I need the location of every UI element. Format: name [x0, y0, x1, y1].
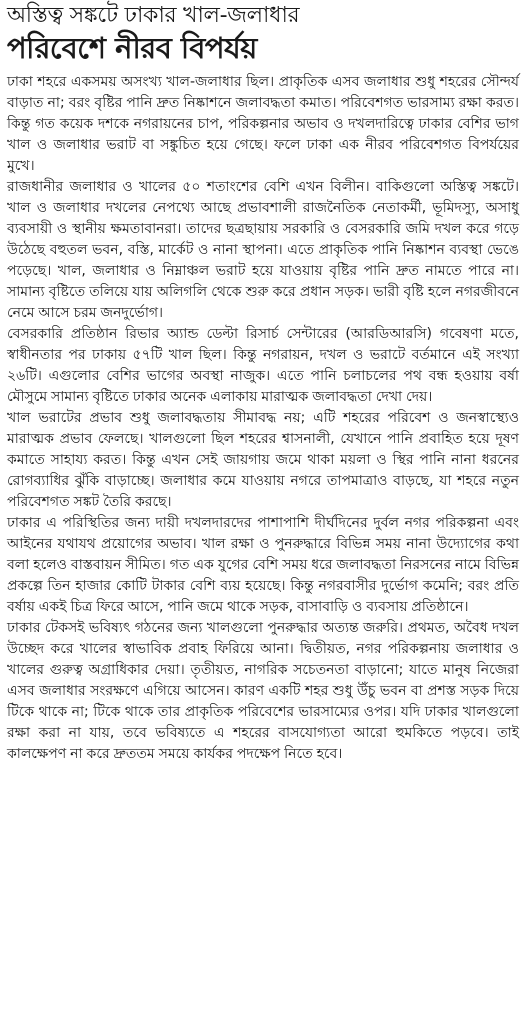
body-paragraph-2: রাজধানীর জলাধার ও খালের ৫০ শতাংশের বেশি এখন বিলীন। বাকিগুলো অস্তিত্ব সঙ্কটে। খাল ও জলাধার দখলের নেপথ্যে আছে প্রভাবশালী রাজনৈতিক নেতাকর্মী, ভূমিদস্যু, অসাধু ব্যবসায়ী ও স্থানীয় ক্ষমতাবানরা। তাদের ছত্রছায়ায় সরকারি ও বেসরকারি জমি দখল করে গড়ে উঠেছে বহুতল ভবন, বস্তি, মার্কেট ও নানা স্থাপনা। এতে প্রাকৃতিক পানি নিষ্কাশন ব্যবস্থা ভেঙে পড়েছে। খাল, জলাধার ও নিম্নাঞ্চল ভরাট হয়ে যাওয়ায় বৃষ্টির পানি দ্রুত নামতে পারে না। সামান্য বৃষ্টিতে তলিয়ে যায় অলিগলি থেকে শুরু করে প্রধান সড়ক। ভারী বৃষ্টি হলে নগরজীবনে নেমে আসে চরম জনদুর্ভোগ।	[7, 179, 519, 321]
body-paragraph-1: ঢাকা শহরে একসময় অসংখ্য খাল-জলাধার ছিল। প্রাকৃতিক এসব জলাধার শুধু শহরের সৌন্দর্য বাড়াত না; বরং বৃষ্টির পানি দ্রুত নিষ্কাশনে জলাবদ্ধতা কমাত। পরিবেশগত ভারসাম্য রক্ষা করত। কিন্তু গত কয়েক দশকে নগরায়নের চাপ, পরিকল্পনার অভাব ও দখলদারিত্বে ঢাকার বেশির ভাগ খাল ও জলাধার ভরাট বা সঙ্কুচিত হয়ে গেছে। ফলে ঢাকা এক নীরব পরিবেশগত বিপর্যয়ের মুখে।	[7, 74, 519, 174]
headline-title: পরিবেশে নীরব বিপর্যয়	[7, 31, 257, 65]
body-paragraph-5: ঢাকার এ পরিস্থিতির জন্য দায়ী দখলদারদের পাশাপাশি দীর্ঘদিনের দুর্বল নগর পরিকল্পনা এবং আইনের যথাযথ প্রয়োগের অভাব। খাল রক্ষা ও পুনরুদ্ধারে বিভিন্ন সময় নানা উদ্যোগের কথা বলা হলেও বাস্তবায়ন সীমিত। গত এক যুগের বেশি সময় ধরে জলাবদ্ধতা নিরসনের নামে বিভিন্ন প্রকল্পে তিন হাজার কোটি টাকার বেশি ব্যয় হয়েছে। কিন্তু নগরবাসীর দুর্ভোগ কমেনি; বরং প্রতি বর্ষায় একই চিত্র ফিরে আসে, পানি জমে থাকে সড়ক, বাসাবাড়ি ও ব্যবসায় প্রতিষ্ঠানে।	[7, 515, 519, 615]
body-paragraph-4: খাল ভরাটের প্রভাব শুধু জলাবদ্ধতায় সীমাবদ্ধ নয়; এটি শহরের পরিবেশ ও জনস্বাস্থ্যেও মারাত্মক প্রভাব ফেলছে। খালগুলো ছিল শহরের শ্বাসনালী, যেখানে পানি প্রবাহিত হয়ে দূষণ কমাতে সাহায্য করত। কিন্তু এখন সেই জায়গায় জমে থাকা ময়লা ও স্থির পানি নানা ধরনের রোগব্যাধির ঝুঁকি বাড়াচ্ছে। জলাধার কমে যাওয়ায় নগরে তাপমাত্রাও বাড়ছে, যা শহরে নতুন পরিবেশগত সঙ্কট তৈরি করছে।	[7, 410, 519, 510]
body-paragraph-6: ঢাকার টেকসই ভবিষ্যৎ গঠনের জন্য খালগুলো পুনরুদ্ধার অত্যন্ত জরুরি। প্রথমত, অবৈধ দখল উচ্ছেদ করে খালের স্বাভাবিক প্রবাহ ফিরিয়ে আনা। দ্বিতীয়ত, নগর পরিকল্পনায় জলাধার ও খালের গুরুত্ব অগ্রাধিকার দেয়া। তৃতীয়ত, নাগরিক সচেতনতা বাড়ানো; যাতে মানুষ নিজেরা এসব জলাধার সংরক্ষণে এগিয়ে আসেন। কারণ একটি শহর শুধু উঁচু ভবন বা প্রশস্ত সড়ক দিয়ে টিকে থাকে না; টিকে থাকে তার প্রাকৃতিক পরিবেশের ভারসাম্যের ওপর। যদি ঢাকার খালগুলো রক্ষা করা না যায়, তবে ভবিষ্যতে এ শহরের বাসযোগ্যতা আরো হুমকিতে পড়বে। তাই কালক্ষেপণ না করে দ্রুততম সময়ে কার্যকর পদক্ষেপ নিতে হবে।	[7, 620, 519, 762]
headline-kicker: অস্তিত্ব সঙ্কটে ঢাকার খাল-জলাধার	[7, 3, 300, 28]
body-paragraph-3: বেসরকারি প্রতিষ্ঠান রিভার অ্যান্ড ডেল্টা রিসার্চ সেন্টারের (আরডিআরসি) গবেষণা মতে, স্বাধীনতার পর ঢাকায় ৫৭টি খাল ছিল। কিন্তু নগরায়ন, দখল ও ভরাটে বর্তমানে এই সংখ্যা ২৬টি। এগুলোর বেশির ভাগের অবস্থা নাজুক। এতে পানি চলাচলের পথ বন্ধ হওয়ায় বর্ষা মৌসুমে সামান্য বৃষ্টিতে ঢাকার অনেক এলাকায় মারাত্মক জলাবদ্ধতা দেখা দেয়।	[7, 326, 519, 405]
